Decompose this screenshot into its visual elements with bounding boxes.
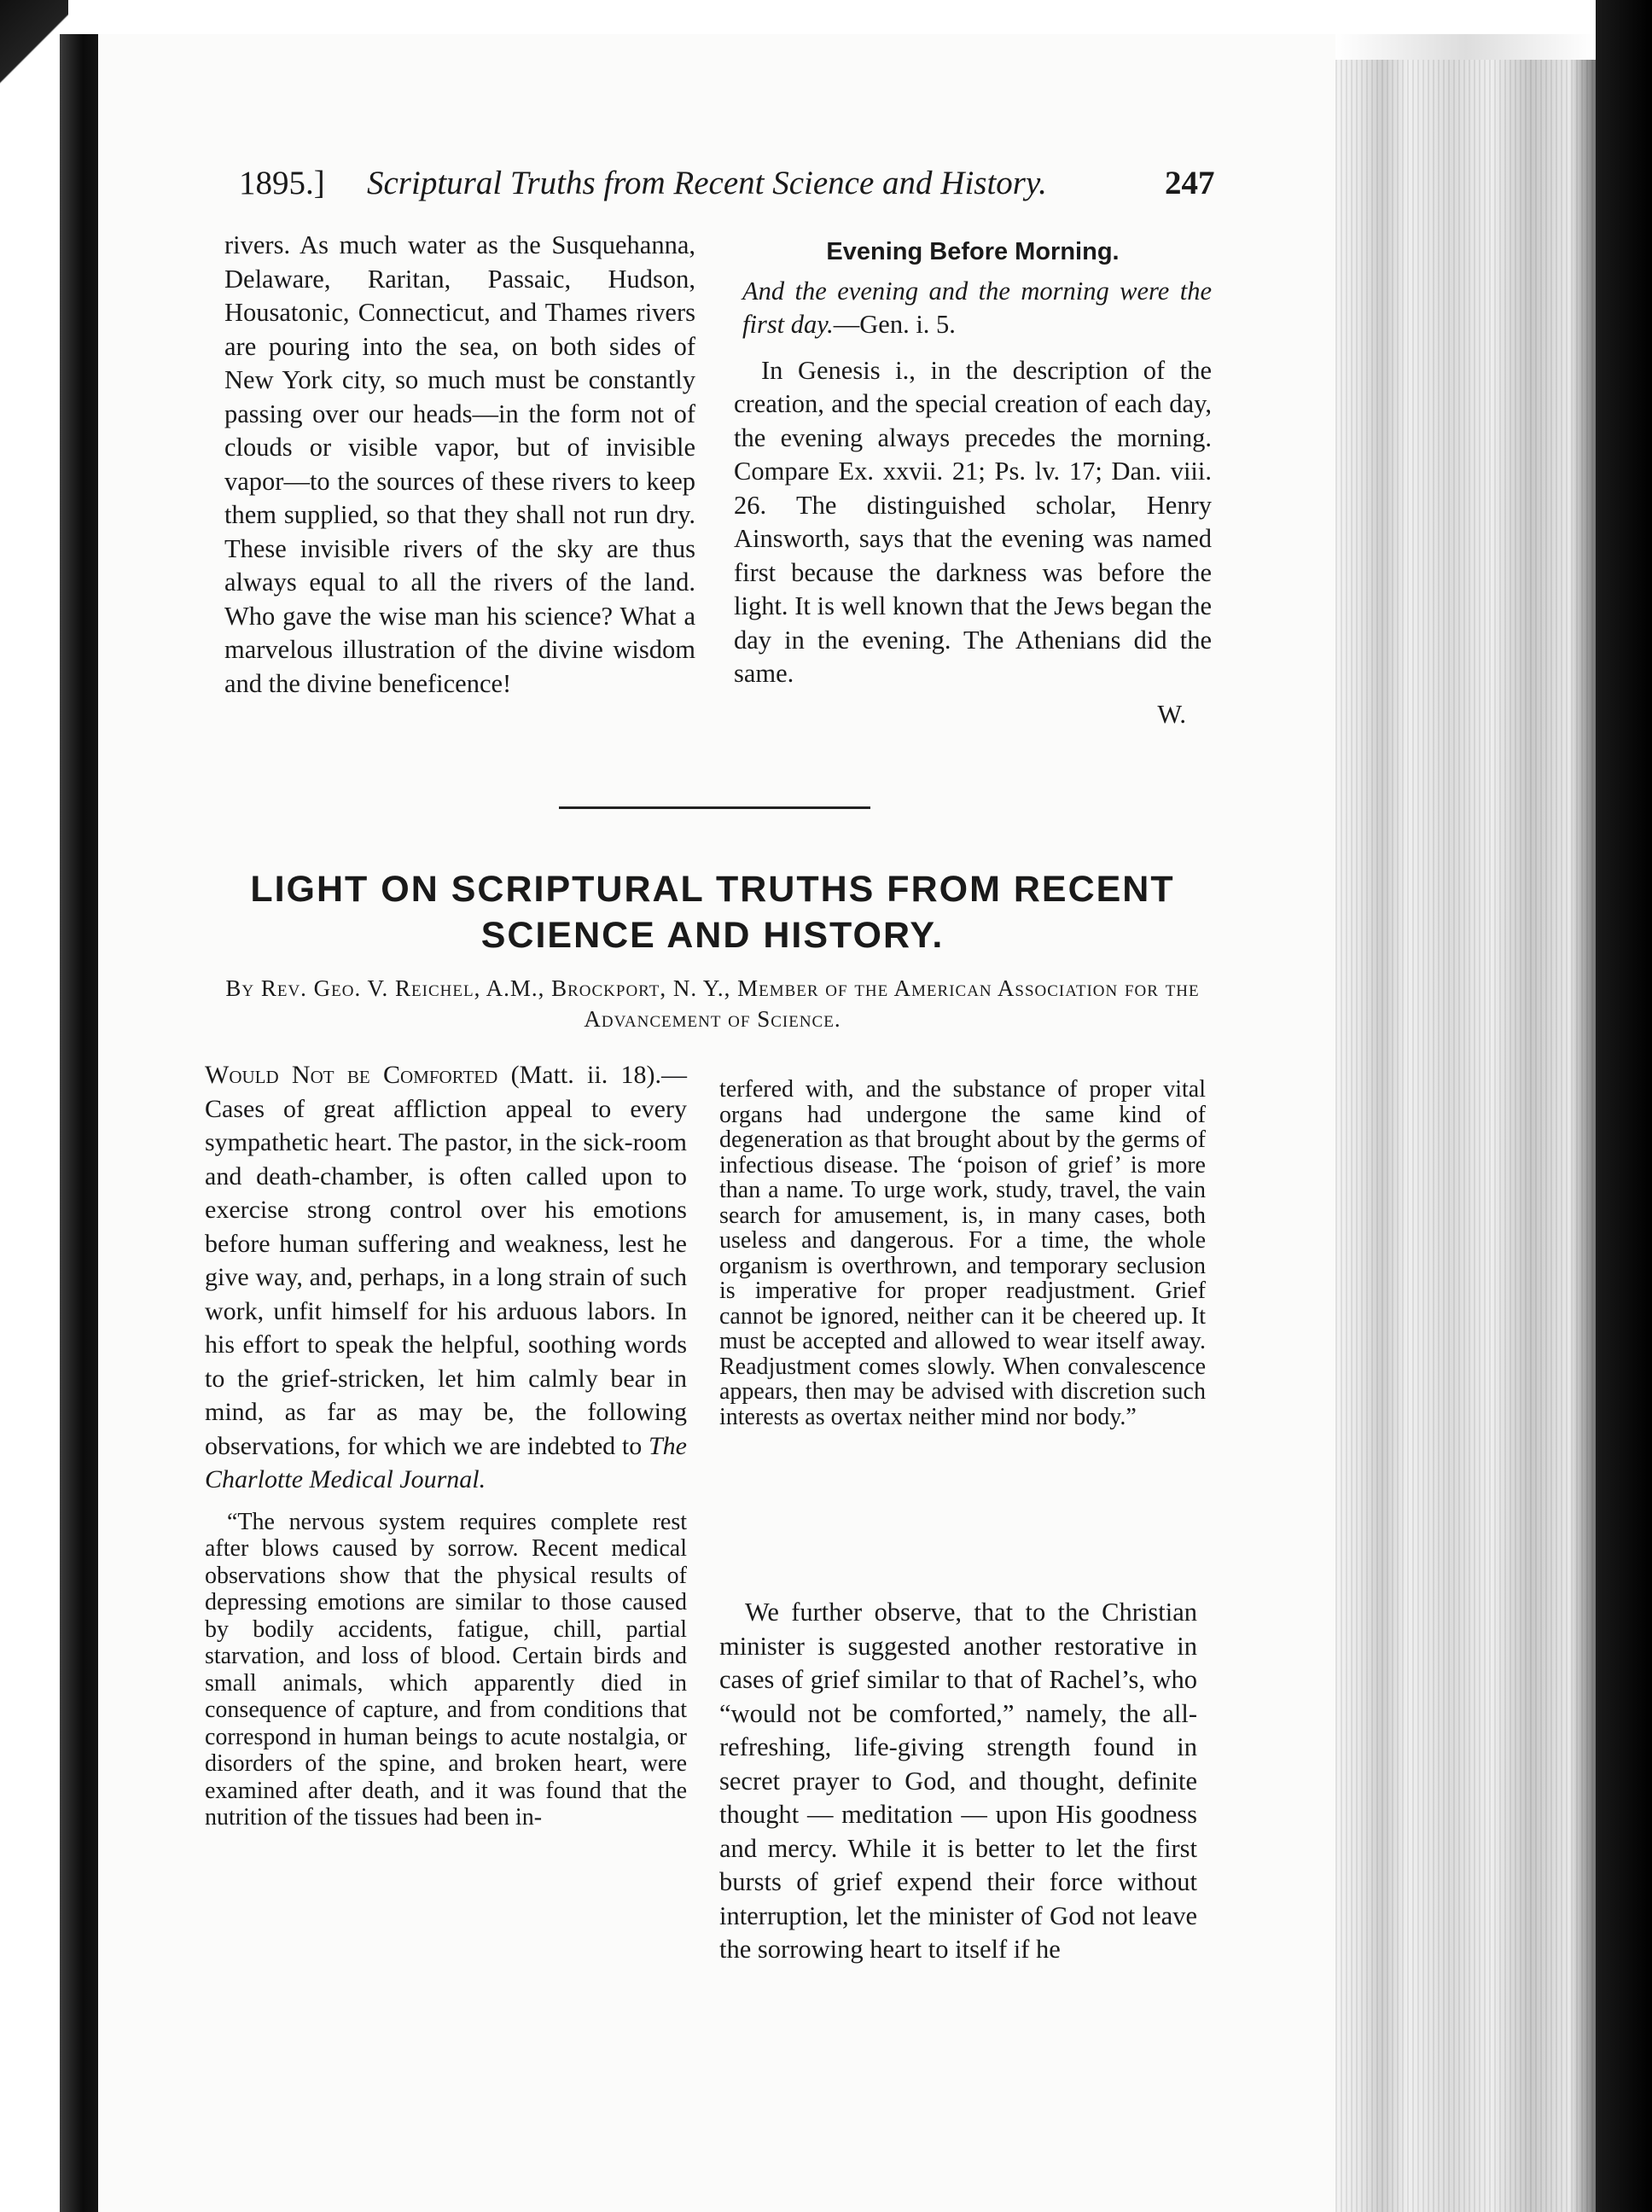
article-continuation [719, 1596, 1197, 1967]
header-running-title: Scriptural Truths from Recent Science and History. [367, 165, 1047, 201]
book-gutter-left [0, 0, 98, 2212]
evening-epigraph [734, 275, 1212, 342]
evening-signature: W. [1157, 699, 1186, 729]
page-stack-edges [1335, 60, 1596, 2212]
article-title: LIGHT ON SCRIPTURAL TRUTHS FROM RECENT SCIENCE AND HISTORY. [250, 869, 1175, 956]
quote-left: “The nervous system requires complete rest after blows caused by sorrow. Recent medical observations show that the physical results of depressing emotions are similar to those caused by bodily accidents, fatigue, chill, partial starvation, and loss of blood. Certain birds and small animals, which apparently died in consequence of capture, and from conditions that correspond in human beings to acute nostalgia, or disorders of the spine, and broken heart, were examined after death, and it was found that the nutrition of the tissues had been in- [205, 1508, 687, 1831]
evening-body: In Genesis i., in the description of the creation, and the special creation of each day, the evening always precedes the morning. Compare Ex. xxvii. 21; Ps. lv. 17; Dan. viii. 26. The distinguished scholar, Henry Ainsworth, says that the evening was named first because the darkness was before the light. It is well known that the Jews began the day in the evening. The Athenians did the same. [734, 355, 1212, 688]
article-left-column [205, 1058, 687, 1831]
page-number: 247 [1165, 165, 1215, 201]
section-divider [559, 806, 870, 809]
lead-text: (Matt. ii. 18).—Cases of great affliction appeal to every sympathetic heart. The pastor, in the sick-room and death-chamber, is often called upon to exercise strong control over his emotions before human suffering and weakness, lest he give way, and, perhaps, in a long strain of such work, unfit himself for his arduous labors. In his effort to speak the helpful, soothing words to the grief-stricken, let him calmly bear in mind, as far as may be, the following observations, for which we are indebted to [205, 1061, 687, 1460]
scan-border-right [1596, 0, 1652, 2212]
epigraph-reference: —Gen. i. 5. [833, 310, 956, 339]
continuation-paragraph: We further observe, that to the Christian minister is suggested another restorative in cases of grief similar to that of Rachel’s, who “would not be comforted,” namely, the all-refreshing, life-giving strength found in secret prayer to God, and thought, definite thought — meditation — upon His goodness and mercy. While it is better to let the first bursts of grief expend their force without interruption, let the minister of God not leave the sorrowing heart to itself if he [719, 1598, 1197, 1964]
facing-page-curl [0, 0, 68, 137]
evening-heading: Evening Before Morning. [826, 238, 1120, 265]
header-year: 1895.] [239, 165, 325, 201]
article-right-quote [719, 1077, 1206, 1429]
lead-small-caps: Would Not be Comforted [205, 1061, 498, 1089]
page-stack-top [1335, 34, 1596, 60]
article-opening [205, 1058, 687, 1497]
gutter-shadow [60, 34, 98, 2212]
top-left-paragraph: rivers. As much water as the Susquehanna, Delaware, Raritan, Passaic, Hudson, Housatonic, Connecticut, and Thames rivers are pouring into the sea, on both sides of New York city, so much must be constantly passing over our heads—in the form not of clouds or visible vapor, but of invisible vapor—to the sources of these rivers to keep them supplied, so that they shall not run dry. These invisible rivers of the sky are thus always equal to all the rivers of the land. Who gave the wise man his science? What a marvelous illustration of the divine wisdom and the divine beneficence! [224, 230, 695, 698]
epigraph-text: And the evening and the morning were the first day. [742, 276, 1212, 339]
article-byline: By Rev. Geo. V. Reichel, A.M., Brockport, N. Y., Member of the American Association for the Advancement of Science. [225, 975, 1200, 1032]
top-left-column [224, 229, 695, 701]
evening-article [734, 236, 1212, 731]
journal-name: The Charlotte Medical Journal. [205, 1431, 687, 1493]
quote-right: terfered with, and the substance of proper vital organs had undergone the same kind of degeneration as that brought about by the germs of infectious disease. The ‘poison of grief’ is more than a name. To urge work, study, travel, the vain search for amusement, is, in many cases, both useless and dangerous. For a time, the whole organism is overthrown, and temporary seclusion is imperative for proper readjustment. Grief cannot be ignored, neither can it be cheered up. It must be accepted and allowed to wear itself away. Readjustment comes slowly. When convalescence appears, then may be advised with discretion such interests as overtax neither mind nor body.” [719, 1076, 1206, 1430]
running-header [239, 164, 1220, 207]
